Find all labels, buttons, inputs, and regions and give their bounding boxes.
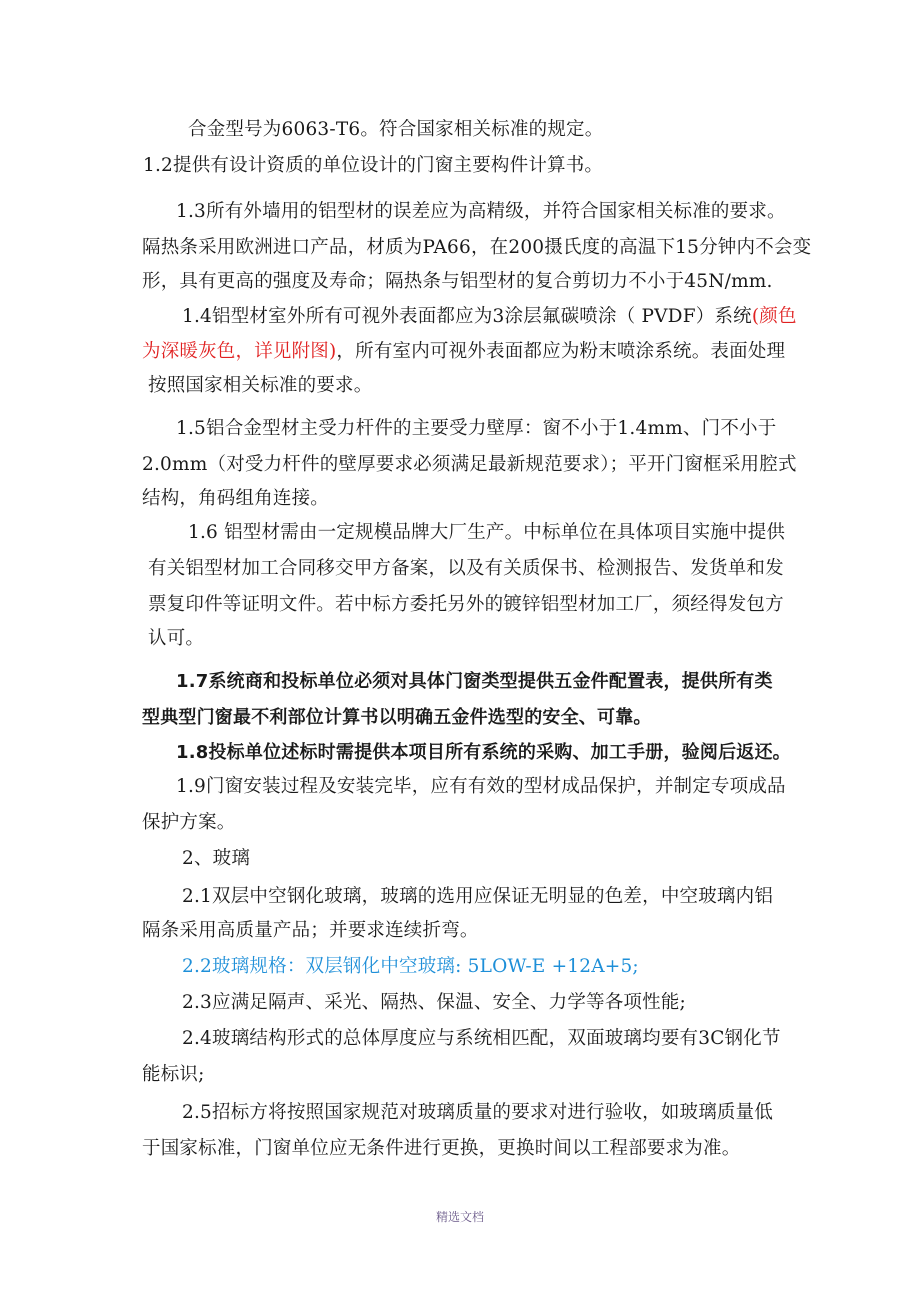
text-line-2: 1.2提供有设计资质的单位设计的门窗主要构件计算书。 bbox=[143, 155, 604, 176]
text-line-7-red: 为深暖灰色，详见附图) bbox=[142, 341, 337, 362]
text-line-3: 1.3所有外墙用的铝型材的误差应为高精级，并符合国家相关标准的要求。 bbox=[176, 201, 786, 222]
text-line-1: 合金型号为6063-T6。符合国家相关标准的规定。 bbox=[188, 119, 604, 140]
text-line-7-normal: ，所有室内可视外表面都应为粉末喷涂系统。表面处理 bbox=[336, 341, 786, 362]
text-line-8: 按照国家相关标准的要求。 bbox=[148, 375, 373, 396]
text-line-27: 能标识; bbox=[142, 1064, 205, 1085]
text-line-4: 隔热条采用欧洲进口产品，材质为PA66，在200摄氏度的高温下15分钟内不会变 bbox=[142, 237, 812, 258]
text-line-25: 2.3应满足隔声、采光、隔热、保温、安全、力学等各项性能; bbox=[182, 992, 686, 1013]
page-footer: 精选文档 bbox=[435, 1210, 484, 1224]
text-line-22: 2.1双层中空钢化玻璃，玻璃的选用应保证无明显的色差，中空玻璃内铝 bbox=[182, 886, 774, 907]
text-line-6-red: (颜色 bbox=[751, 306, 797, 327]
text-line-20: 保护方案。 bbox=[142, 812, 236, 833]
text-line-24: 2.2玻璃规格：双层钢化中空玻璃: 5LOW-E +12A+5; bbox=[182, 956, 639, 977]
text-line-13: 有关铝型材加工合同移交甲方备案，以及有关质保书、检测报告、发货单和发 bbox=[148, 558, 784, 579]
text-line-9: 1.5铝合金型材主受力杆件的主要受力壁厚：窗不小于1.4mm、门不小于 bbox=[176, 418, 777, 439]
text-line-7 bbox=[142, 341, 785, 363]
text-line-15: 认可。 bbox=[148, 628, 205, 649]
text-line-12: 1.6 铝型材需由一定规模品牌大厂生产。中标单位在具体项目实施中提供 bbox=[188, 522, 786, 543]
text-line-16: 1.7系统商和投标单位必须对具体门窗类型提供五金件配置表，提供所有类 bbox=[176, 671, 773, 692]
text-line-26: 2.4玻璃结构形式的总体厚度应与系统相匹配，双面玻璃均要有3C钢化节 bbox=[182, 1028, 781, 1049]
text-line-6 bbox=[182, 306, 797, 328]
text-line-6-normal: 1.4铝型材室外所有可视外表面都应为3涂层氟碳喷涂（ PVDF）系统 bbox=[182, 306, 752, 327]
text-line-11: 结构，角码组角连接。 bbox=[142, 488, 330, 509]
section-heading-glass: 2、玻璃 bbox=[182, 848, 251, 869]
text-line-18: 1.8投标单位述标时需提供本项目所有系统的采购、加工手册，验阅后返还。 bbox=[176, 742, 791, 763]
text-line-19: 1.9门窗安装过程及安装完毕，应有有效的型材成品保护，并制定专项成品 bbox=[176, 776, 786, 797]
text-line-5: 形，具有更高的强度及寿命；隔热条与铝型材的复合剪切力不小于45N/mm. bbox=[142, 271, 773, 292]
text-line-14: 票复印件等证明文件。若中标方委托另外的镀锌铝型材加工厂，须经得发包方 bbox=[148, 594, 784, 615]
text-line-28: 2.5招标方将按照国家规范对玻璃质量的要求对进行验收，如玻璃质量低 bbox=[182, 1102, 774, 1123]
text-line-29: 于国家标准，门窗单位应无条件进行更换，更换时间以工程部要求为准。 bbox=[142, 1138, 741, 1159]
text-line-23: 隔条采用高质量产品；并要求连续折弯。 bbox=[142, 920, 479, 941]
text-line-10: 2.0mm（对受力杆件的壁厚要求必须满足最新规范要求）；平开门窗框采用腔式 bbox=[142, 454, 797, 475]
text-line-17: 型典型门窗最不利部位计算书以明确五金件选型的安全、可靠。 bbox=[142, 707, 652, 728]
